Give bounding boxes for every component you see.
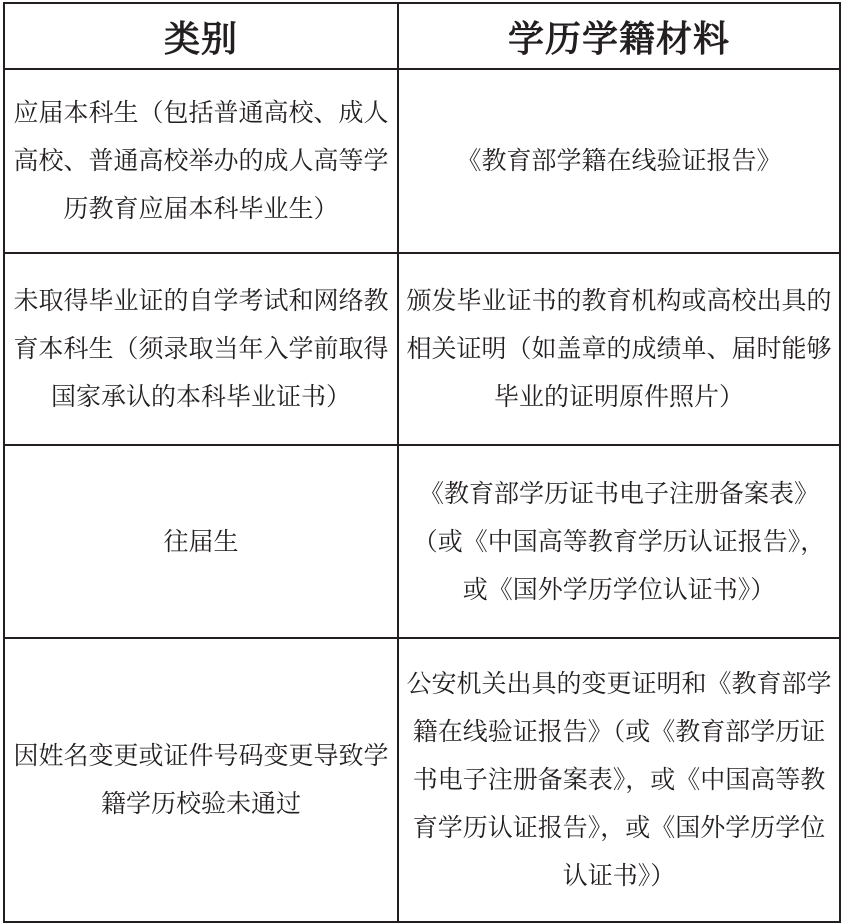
category-cell: 因姓名变更或证件号码变更导致学籍学历校验未通过 — [4, 638, 398, 922]
table-row — [4, 253, 840, 445]
materials-cell: 《教育部学历证书电子注册备案表》（或《中国高等教育学历认证报告》，或《国外学历学位认证书》） — [398, 445, 840, 638]
header-category: 类别 — [4, 3, 398, 69]
materials-cell: 颁发毕业证书的教育机构或高校出具的相关证明（如盖章的成绩单、届时能够毕业的证明原件照片） — [398, 253, 840, 445]
category-cell: 应届本科生（包括普通高校、成人高校、普通高校举办的成人高等学历教育应届本科毕业生） — [4, 69, 398, 253]
table-row — [4, 638, 840, 922]
table-row — [4, 69, 840, 253]
materials-table — [3, 2, 841, 923]
materials-cell: 《教育部学籍在线验证报告》 — [398, 69, 840, 253]
materials-cell: 公安机关出具的变更证明和《教育部学籍在线验证报告》（或《教育部学历证书电子注册备案表》，或《中国高等教育学历认证报告》，或《国外学历学位认证书》） — [398, 638, 840, 922]
category-cell: 未取得毕业证的自学考试和网络教育本科生（须录取当年入学前取得国家承认的本科毕业证书） — [4, 253, 398, 445]
table-header-row — [4, 3, 840, 69]
category-cell: 往届生 — [4, 445, 398, 638]
table-row — [4, 445, 840, 638]
header-materials: 学历学籍材料 — [398, 3, 840, 69]
